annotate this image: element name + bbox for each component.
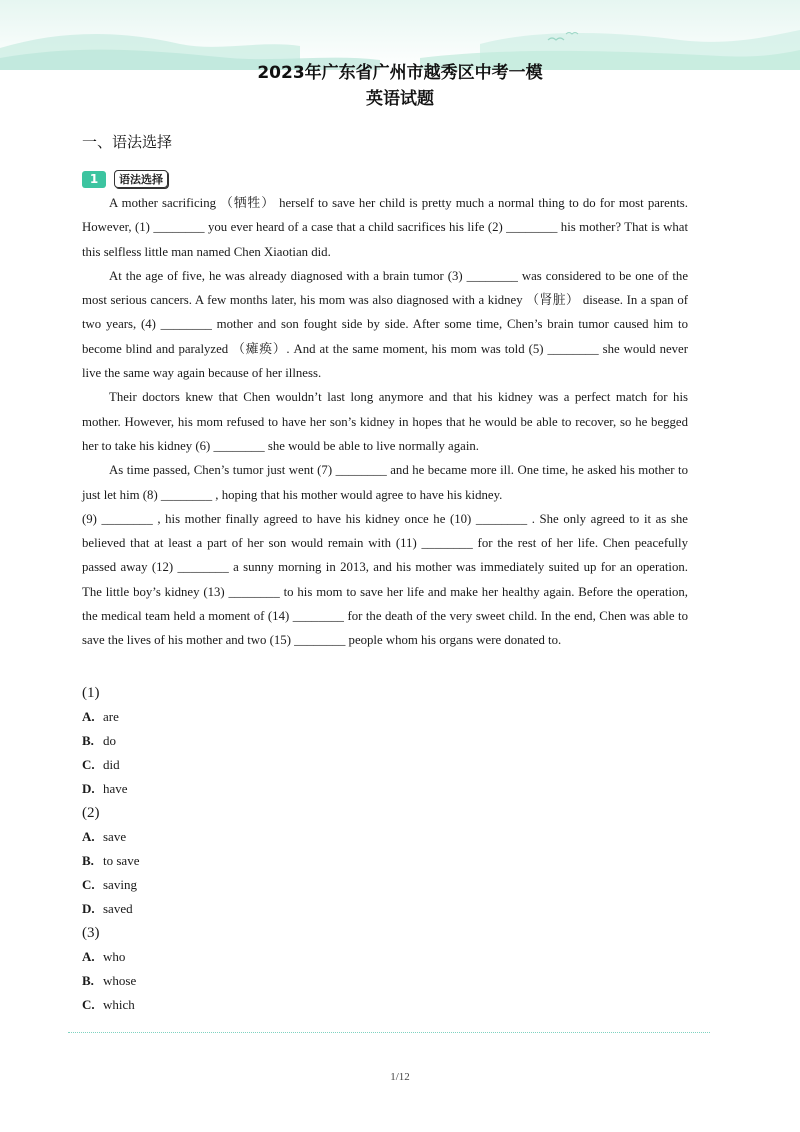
- option-letter: C.: [82, 757, 95, 772]
- option-item: [82, 969, 482, 993]
- option-item: [82, 993, 482, 1017]
- footer-divider: [68, 1032, 710, 1033]
- option-text: saved: [103, 901, 133, 916]
- passage-paragraph: Their doctors knew that Chen wouldn’t last long anymore and that his kidney was a perfect match for his mother. However, his mom refused to have her son’s kidney in hopes that he would be able to recover, so he begged her to take his kidney (6) ________ she would be able to live normally again.: [82, 390, 688, 453]
- option-item: [82, 825, 482, 849]
- section-heading: 一、语法选择: [82, 133, 173, 151]
- option-text: do: [103, 733, 116, 748]
- passage-paragraph: At the age of five, he was already diagnosed with a brain tumor (3) ________ was considered to be one of the most serious cancers. A few months later, his mom was also diagnosed with a kidney （肾脏） disease. In a span of two years, (4) ________ mother and son fought side by side. After some time, Chen’s brain tumor caused him to become blind and paralyzed （瘫痪）. And at the same moment, his mom was told (5) ________ she would never live the same way again because of her illness.: [82, 268, 688, 381]
- option-letter: D.: [82, 901, 95, 916]
- option-item: [82, 777, 482, 801]
- option-item: [82, 945, 482, 969]
- option-text: save: [103, 829, 127, 844]
- option-item: [82, 753, 482, 777]
- option-letter: A.: [82, 949, 95, 964]
- option-text: who: [103, 949, 126, 964]
- title-line-1: 2023年广东省广州市越秀区中考一模: [257, 63, 543, 83]
- passage-paragraph: (9) ________ , his mother finally agreed to have his kidney once he (10) ________ . She only agreed to it as she believed that at least a part of her son would remain with (11) ________ for the rest of her life. Chen peacefully passed away (12) ________ a sunny morning in 2013, and his mother was immediately suited up for an operation. The little boy’s kidney (13) ________ to his mom to save her life and make her healthy again. Before the operation, the medical team held a moment of (14) ________ for the death of the very sweet child. In the end, Chen was able to save the lives of his mother and two (15) ________ people whom his organs were donated to.: [82, 511, 688, 648]
- option-group-label: (2): [82, 805, 100, 821]
- option-letter: A.: [82, 709, 95, 724]
- option-letter: C.: [82, 997, 95, 1012]
- title-line-2: 英语试题: [366, 89, 434, 109]
- option-letter: C.: [82, 877, 95, 892]
- option-letter: B.: [82, 733, 94, 748]
- option-item: [82, 729, 482, 753]
- answer-options: [82, 681, 482, 1017]
- document-title: [0, 60, 800, 112]
- option-group-label: (1): [82, 685, 100, 701]
- option-item: [82, 897, 482, 921]
- passage-paragraph: A mother sacrificing （牺牲） herself to save her child is pretty much a normal thing to do for most parents. However, (1) ________ you ever heard of a case that a child sacrifices his life (2) ________ his mother? That is what this selfless little man named Chen Xiaotian did.: [82, 196, 688, 259]
- passage-paragraph: As time passed, Chen’s tumor just went (7) ________ and he became more ill. One time, he asked his mother to just let him (8) ________ , hoping that his mother would agree to have his kidney.: [82, 463, 688, 502]
- question-header: [82, 170, 168, 188]
- option-letter: A.: [82, 829, 95, 844]
- option-text: are: [103, 709, 119, 724]
- option-text: to save: [103, 853, 140, 868]
- option-text: saving: [103, 877, 137, 892]
- option-item: [82, 873, 482, 897]
- option-letter: D.: [82, 781, 95, 796]
- option-text: which: [103, 997, 135, 1012]
- option-group-label: (3): [82, 925, 100, 941]
- option-text: did: [103, 757, 120, 772]
- option-item: [82, 705, 482, 729]
- option-item: [82, 849, 482, 873]
- question-number-badge: 1: [82, 171, 106, 188]
- reading-passage: [82, 191, 688, 653]
- option-text: have: [103, 781, 128, 796]
- option-letter: B.: [82, 973, 94, 988]
- question-type-tag: 语法选择: [114, 170, 168, 188]
- page-number: 1/12: [390, 1071, 410, 1083]
- option-text: whose: [103, 973, 137, 988]
- option-letter: B.: [82, 853, 94, 868]
